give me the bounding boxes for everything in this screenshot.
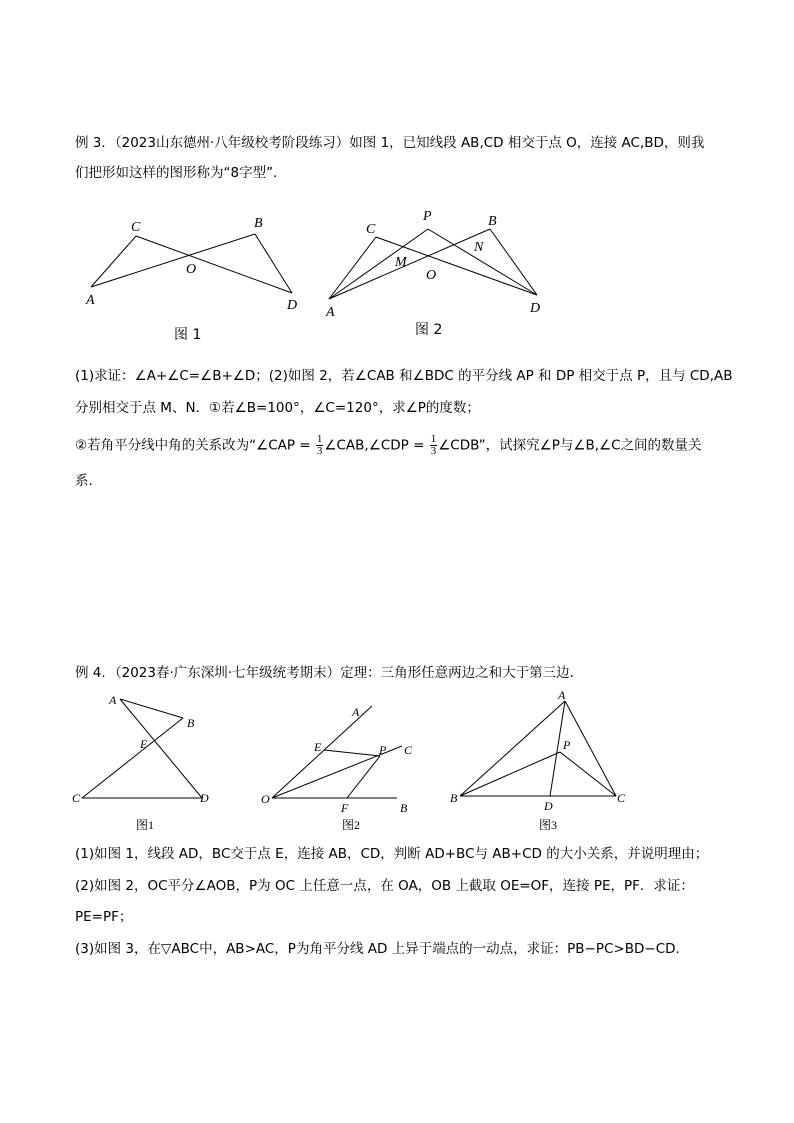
ex4-fig2-label-P: P <box>379 743 387 757</box>
ex3-question1: (1)求证：∠A+∠C=∠B+∠D；(2)如图 2，若∠CAB 和∠BDC 的平分线 AP 和 DP 相交于点 P，且与 CD,AB <box>75 368 733 384</box>
ex3-fig2-label-C: C <box>366 222 376 237</box>
ex3-fig2-label-A: A <box>326 305 335 320</box>
ex4-fig2-label-E: E <box>314 740 322 754</box>
ex3-q3-pre: ②若角平分线中角的关系改为“∠CAP = <box>75 437 315 454</box>
ex3-fig2-label-N: N <box>474 240 484 255</box>
ex4-fig3-label-P: P <box>563 738 571 752</box>
ex4-fig1-caption: 图1 <box>136 818 155 832</box>
ex3-question2: 分别相交于点 M、N．①若∠B=100°，∠C=120°，求∠P的度数； <box>75 400 480 416</box>
ex3-fig2-label-P: P <box>423 209 432 224</box>
ex4-fig3-label-A: A <box>558 688 566 702</box>
ex3-q3-post: ∠CDB”，试探究∠P与∠B,∠C之间的数量关 <box>438 437 702 454</box>
ex3-fig2-lines <box>329 229 537 299</box>
ex3-fig1-label-B: B <box>254 216 263 231</box>
ex4-fig2-label-C: C <box>404 743 413 757</box>
ex3-fig2-label-D: D <box>530 301 541 316</box>
ex4-fig1-label-D: D <box>200 791 209 805</box>
ex4-fig2-label-B: B <box>400 801 408 815</box>
fraction-2-num: 1 <box>430 433 437 445</box>
ex4-fig1-label-A: A <box>109 693 117 707</box>
ex3-line2: 们把形如这样的图形称为“8字型”． <box>75 165 287 181</box>
ex4-fig2-label-A: A <box>352 705 360 719</box>
fraction-1 <box>316 434 324 457</box>
ex3-fig1-label-D: D <box>287 298 298 313</box>
ex4-fig1-label-C: C <box>72 791 81 805</box>
ex3-fig2-caption: 图 2 <box>415 322 443 338</box>
ex4-fig3-label-C: C <box>617 791 626 805</box>
ex4-line1: 例 4．（2023春·广东深圳·七年级统考期末）定理：三角形任意两边之和大于第三边． <box>75 665 584 681</box>
ex3-fig1-label-C: C <box>131 220 141 235</box>
ex4-fig3-lines <box>460 701 616 796</box>
ex4-fig1-label-E: E <box>140 737 148 751</box>
ex4-question3: PE=PF； <box>75 909 133 925</box>
ex3-line1: 例 3．（2023山东德州·八年级校考阶段练习）如图 1，已知线段 AB,CD 相交于点 O，连接 AC,BD，则我 <box>75 135 705 151</box>
ex4-fig3-label-D: D <box>544 799 553 813</box>
ex3-question3 <box>75 434 702 457</box>
fraction-1-den: 3 <box>316 445 323 457</box>
ex3-question4: 系． <box>75 473 102 489</box>
ex4-question2: (2)如图 2，OC平分∠AOB，P为 OC 上任意一点，在 OA，OB 上截取 OE=OF，连接 PE，PF．求证： <box>75 878 694 894</box>
ex4-fig2-caption: 图2 <box>342 818 361 832</box>
ex3-fig1-label-A: A <box>86 293 95 308</box>
fraction-2-den: 3 <box>430 445 437 457</box>
fraction-1-num: 1 <box>316 433 323 445</box>
ex4-question4: (3)如图 3，在▽ABC中，AB>AC，P为角平分线 AD 上异于端点的一动点，求证：PB−PC>BD−CD． <box>75 941 690 957</box>
ex4-fig2-label-F: F <box>341 801 349 815</box>
ex3-fig2-label-B: B <box>488 214 497 229</box>
fraction-2 <box>430 434 438 457</box>
ex4-fig1-label-B: B <box>187 716 195 730</box>
ex4-fig2-label-O: O <box>261 792 270 806</box>
ex4-fig3-caption: 图3 <box>539 818 558 832</box>
ex3-fig1-label-O: O <box>186 262 197 277</box>
ex4-fig3-label-B: B <box>450 791 458 805</box>
ex3-fig2-label-O: O <box>426 268 437 283</box>
ex3-q3-mid: ∠CAB,∠CDP = <box>324 437 429 454</box>
ex3-fig1-caption: 图 1 <box>174 327 202 343</box>
ex4-question1: (1)如图 1，线段 AD，BC交于点 E，连接 AB，CD，判断 AD+BC与 AB+CD 的大小关系，并说明理由； <box>75 846 709 862</box>
ex3-fig2-label-M: M <box>395 255 407 270</box>
